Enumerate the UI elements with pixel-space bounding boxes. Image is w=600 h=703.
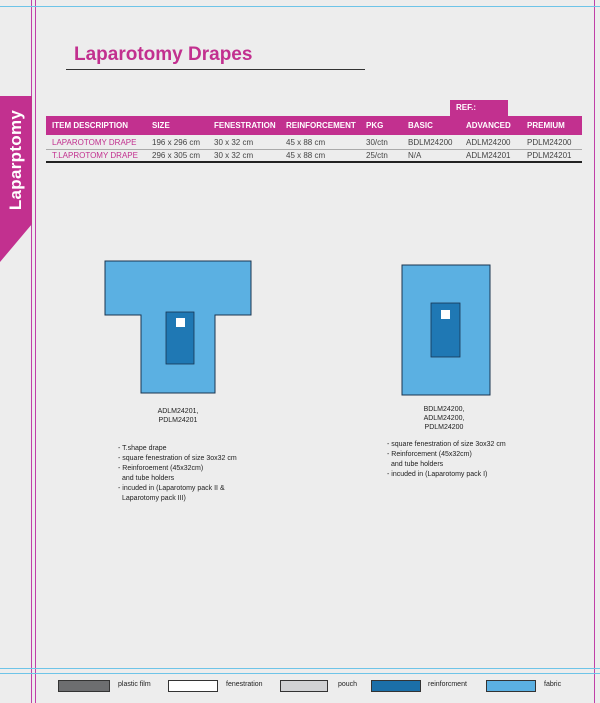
cell-reinforcement: 45 x 88 cm [286, 138, 326, 147]
rect-drape-code: ADLM24200, [423, 415, 465, 422]
cell-size: 196 x 296 cm [152, 138, 201, 147]
col-header-basic: BASIC [408, 121, 433, 130]
ref-label: REF.: [450, 100, 508, 116]
legend-swatch-pouch [280, 680, 328, 692]
col-header-fenestration: FENESTRATION [214, 121, 276, 130]
legend-swatch-fenestration [168, 680, 218, 692]
col-header-description: ITEM DESCRIPTION [52, 121, 129, 130]
t-drape-bullet: - T.shape drape [118, 445, 167, 452]
col-header-pkg: PKG [366, 121, 384, 130]
t-drape-code: PDLM24201 [158, 417, 198, 424]
table-bottom-rule [46, 161, 582, 163]
cell-fenestration: 30 x 32 cm [214, 151, 254, 160]
t-drape-code: ADLM24201, [157, 408, 199, 415]
t-drape-bullets [118, 444, 237, 504]
cell-advanced: ADLM24201 [466, 151, 511, 160]
legend-label-fenestration: fenestration [226, 681, 263, 688]
rect-drape-bullet: and tube holders [391, 461, 444, 468]
rect-drape-codes [412, 405, 476, 432]
rect-drape-code: BDLM24200, [423, 406, 465, 413]
side-tab-label: Laparptomy [6, 109, 25, 211]
rect-drape-bullets [387, 440, 506, 480]
legend-label-fabric: fabric [544, 681, 562, 688]
t-drape-bullet: - square fenestration of size 3ox32 cm [118, 455, 237, 462]
page-title: Laparotomy Drapes [74, 44, 253, 65]
t-drape-codes [146, 407, 210, 425]
cell-basic: N/A [408, 151, 422, 160]
cell-premium: PDLM24200 [527, 138, 572, 147]
legend-label-pouch: pouch [338, 681, 358, 688]
t-drape-bullet: - Reinforoement (45x32cm) [118, 465, 204, 472]
t-drape-bullet: Laparotomy pack III) [122, 495, 186, 502]
bottom-bleed-line-2 [0, 673, 600, 674]
rect-drape-bullet: - square fenestration of size 3ox32 cm [387, 441, 506, 448]
cell-reinforcement: 45 x 88 cm [286, 151, 326, 160]
rect-drape-diagram [401, 264, 491, 396]
cell-advanced: ADLM24200 [466, 138, 511, 147]
cell-pkg: 25/ctn [366, 151, 388, 160]
t-drape-diagram [104, 260, 252, 394]
cell-pkg: 30/ctn [366, 138, 388, 147]
cell-size: 296 x 305 cm [152, 151, 201, 160]
legend-swatch-reinforcement [371, 680, 421, 692]
rect-drape-code: PDLM24200 [424, 424, 464, 431]
legend-swatch-plastic-film [58, 680, 110, 692]
title-rule [66, 69, 365, 70]
col-header-reinforcement: REINFORCEMENT [286, 121, 356, 130]
row-divider [46, 149, 582, 150]
t-drape-bullet: and tube holders [122, 475, 175, 482]
col-header-advanced: ADVANCED [466, 121, 511, 130]
table-header [46, 116, 582, 135]
right-margin-line [594, 0, 595, 703]
legend-label-reinforcement: reinforcment [428, 681, 467, 688]
rect-drape-fenestration [441, 310, 450, 319]
legend-label-plastic-film: plastic film [118, 681, 151, 688]
col-header-size: SIZE [152, 121, 170, 130]
rect-drape-bullet: - incuded in (Laparotomy pack I) [387, 471, 488, 478]
col-header-premium: PREMIUM [527, 121, 565, 130]
legend-swatch-fabric [486, 680, 536, 692]
t-drape-fenestration [176, 318, 185, 327]
cell-premium: PDLM24201 [527, 151, 572, 160]
t-drape-bullet: - incuded in (Laparotomy pack II & [118, 485, 225, 492]
bottom-bleed-line [0, 668, 600, 669]
cell-description: LAPAROTOMY DRAPE [52, 138, 137, 147]
cell-description: T.LAPROTOMY DRAPE [52, 151, 138, 160]
rect-drape-bullet: - Reinforcement (45x32cm) [387, 451, 472, 458]
top-bleed-line [0, 6, 600, 7]
left-margin-line-inner [35, 0, 36, 703]
cell-basic: BDLM24200 [408, 138, 453, 147]
cell-fenestration: 30 x 32 cm [214, 138, 254, 147]
